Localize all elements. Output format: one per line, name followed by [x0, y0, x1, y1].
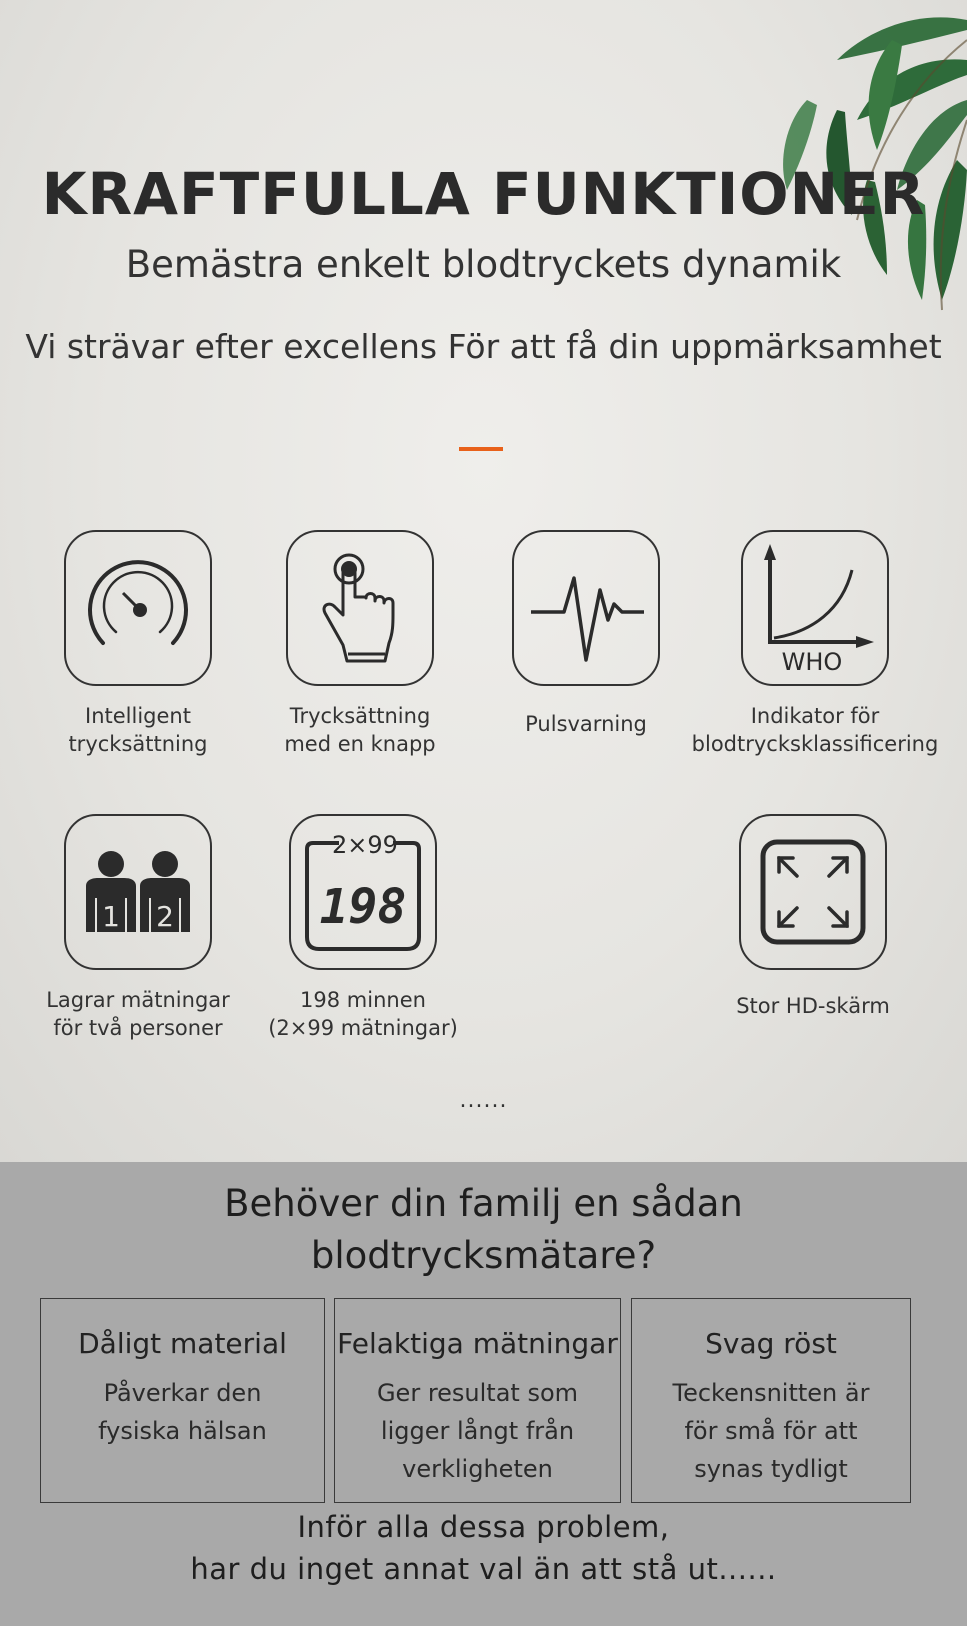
problem-desc: Påverkar den fysiska hälsan — [98, 1379, 267, 1445]
pulse-icon — [526, 548, 646, 668]
feature-item — [690, 530, 940, 758]
two-users-icon — [78, 842, 198, 942]
problem-card — [631, 1298, 911, 1503]
conclusion-text: Inför alla dessa problem, har du inget annat val än att stå ut...... — [190, 1510, 777, 1586]
slogan: Vi strävar efter excellens För att få din uppmärksamhet — [25, 327, 942, 366]
feature-label: Stor HD-skärm — [736, 994, 890, 1018]
gauge-icon — [78, 548, 198, 668]
feature-label: Pulsvarning — [525, 712, 647, 736]
finger-press-icon — [305, 543, 415, 673]
feature-item — [466, 530, 706, 738]
problem-card — [334, 1298, 621, 1503]
feature-icon-box — [739, 814, 887, 970]
problem-title: Felaktiga mätningar — [337, 1327, 618, 1360]
accent-divider — [459, 447, 503, 451]
who-chart-icon — [752, 540, 878, 676]
feature-icon-box — [64, 814, 212, 970]
feature-icon-box — [64, 530, 212, 686]
feature-item — [693, 814, 933, 1020]
problem-title: Dåligt material — [78, 1327, 287, 1360]
feature-icon-box — [741, 530, 889, 686]
memory-display-icon — [301, 827, 425, 957]
problem-desc: Teckensnitten är för små för att synas tydligt — [672, 1379, 870, 1483]
feature-label: Lagrar mätningar för två personer — [46, 988, 230, 1040]
fullscreen-icon — [755, 834, 871, 950]
feature-item — [243, 814, 483, 1042]
feature-label: Intelligent trycksättning — [68, 704, 208, 756]
question-heading: Behöver din familj en sådan blodtrycksmätare? — [224, 1182, 743, 1277]
feature-label: Trycksättning med en knapp — [284, 704, 436, 756]
feature-label: Indikator för blodtrycksklassificering — [691, 704, 939, 756]
feature-item — [240, 530, 480, 758]
feature-icon-box — [289, 814, 437, 970]
feature-item — [18, 530, 258, 758]
problem-title: Svag röst — [705, 1327, 837, 1360]
who-text: WHO — [781, 648, 843, 676]
page-subtitle: Bemästra enkelt blodtryckets dynamik — [125, 243, 842, 286]
feature-item — [18, 814, 258, 1042]
feature-icon-box — [286, 530, 434, 686]
problem-desc: Ger resultat som ligger långt från verkligheten — [376, 1379, 579, 1483]
memory-total-text: 198 — [319, 879, 407, 935]
feature-label: 198 minnen (2×99 mätningar) — [268, 988, 458, 1040]
memory-count-text: 2×99 — [332, 831, 398, 859]
user-two-text: 2 — [156, 900, 174, 933]
more-indicator: ...... — [459, 1088, 508, 1113]
user-one-text: 1 — [102, 900, 120, 933]
problem-card — [40, 1298, 325, 1503]
feature-icon-box — [512, 530, 660, 686]
page-title: KRAFTFULLA FUNKTIONER — [41, 160, 926, 228]
